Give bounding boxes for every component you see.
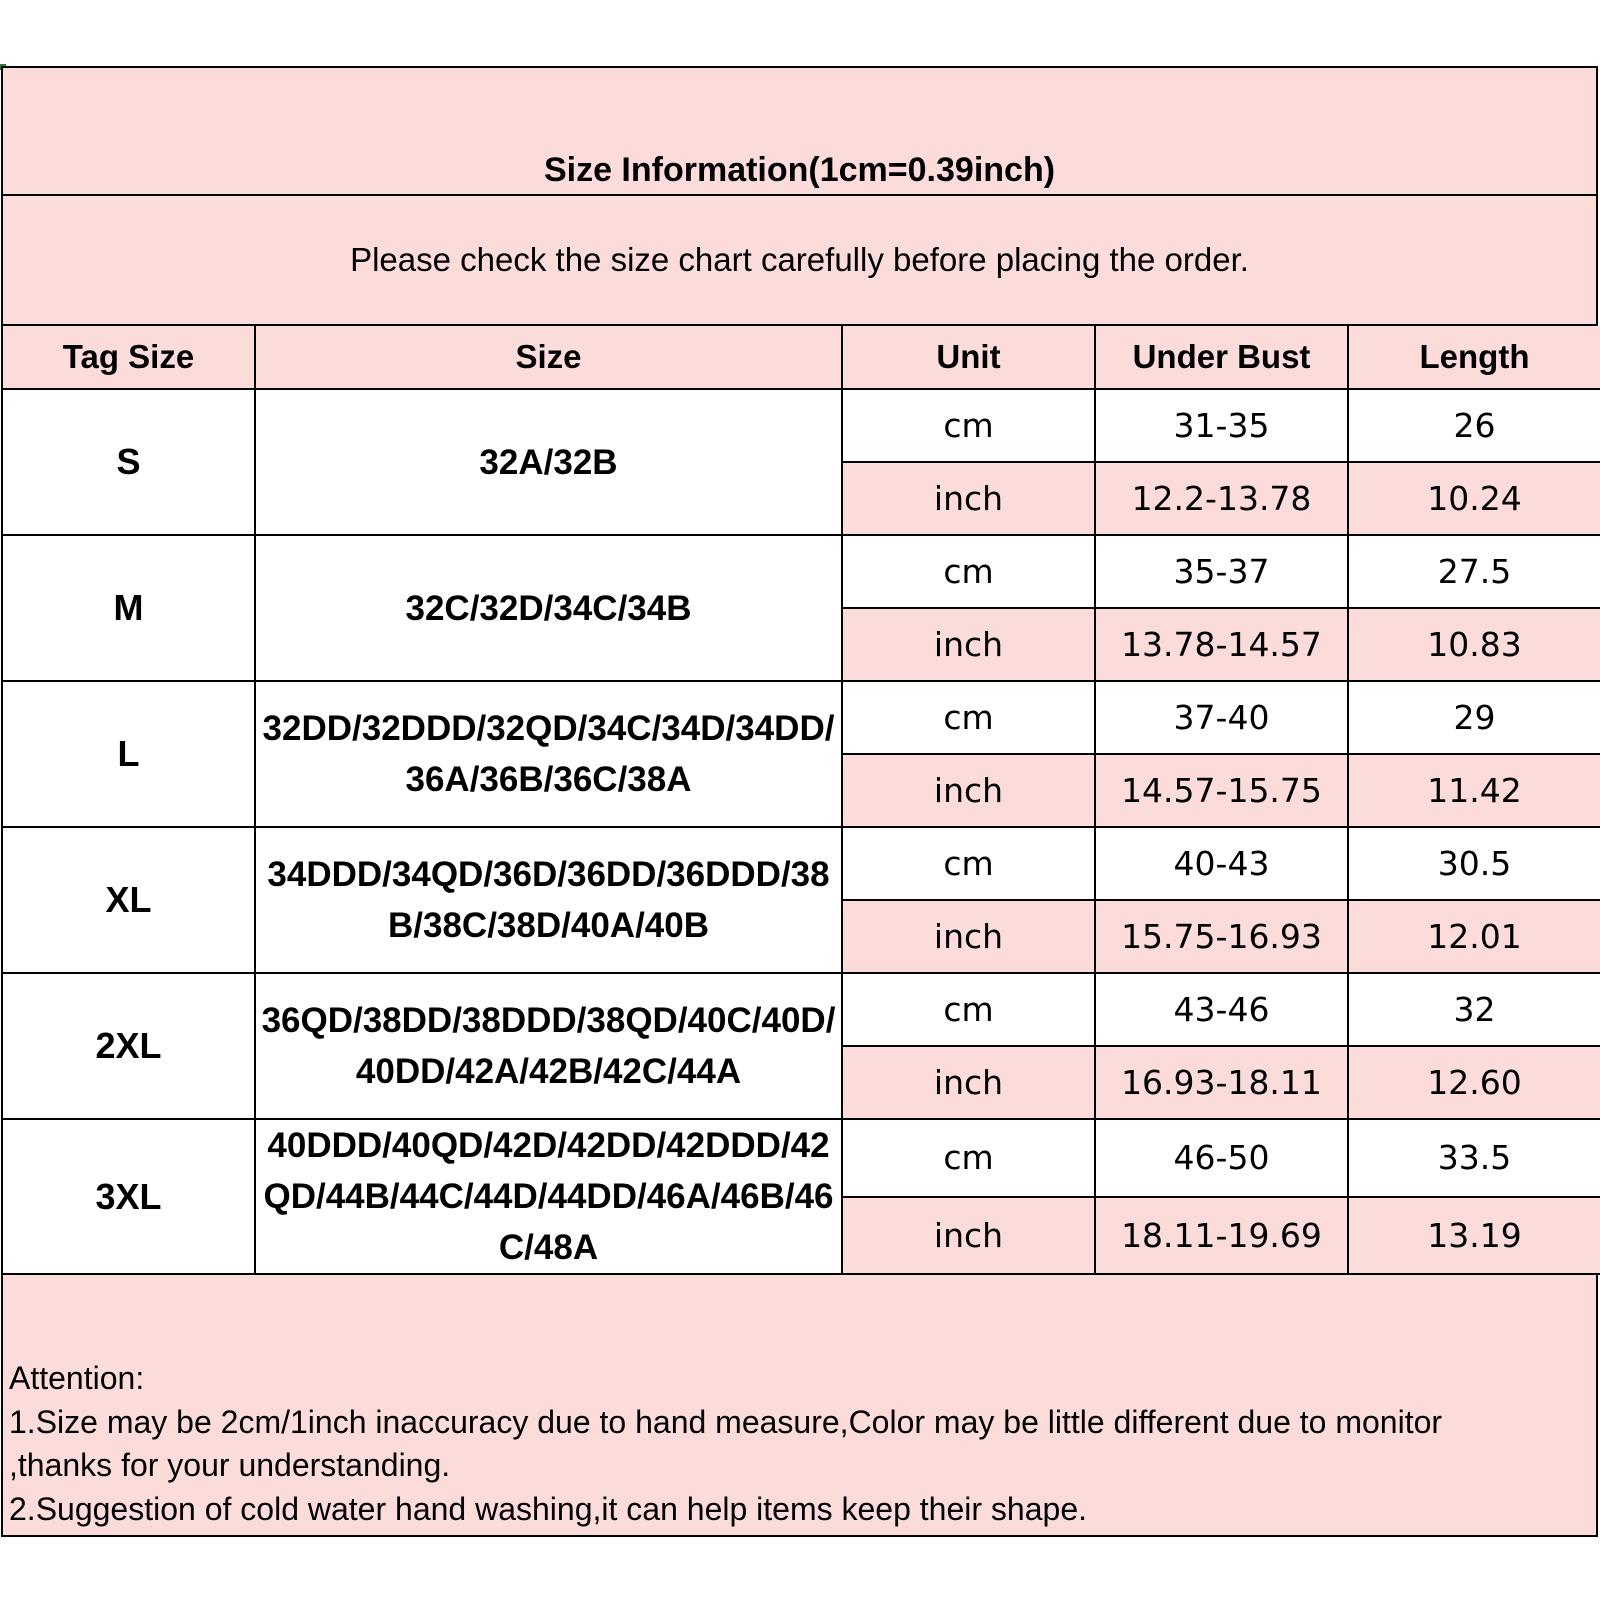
length-cell: 29 (1348, 681, 1600, 754)
table-row (3, 389, 1600, 462)
table-row (3, 681, 1600, 754)
header-tag-size: Tag Size (3, 326, 255, 389)
unit-cell: cm (842, 389, 1095, 462)
table-row (3, 973, 1600, 1046)
length-cell: 10.83 (1348, 608, 1600, 681)
unit-cell: cm (842, 1119, 1095, 1197)
length-cell: 26 (1348, 389, 1600, 462)
tag-size-cell: XL (3, 827, 255, 973)
table-row (3, 827, 1600, 900)
under-bust-cell: 12.2-13.78 (1095, 462, 1348, 535)
tag-size-cell: L (3, 681, 255, 827)
length-cell: 12.60 (1348, 1046, 1600, 1119)
length-cell: 33.5 (1348, 1119, 1600, 1197)
title-band (3, 68, 1596, 196)
length-cell: 32 (1348, 973, 1600, 1046)
under-bust-cell: 18.11-19.69 (1095, 1197, 1348, 1275)
unit-cell: cm (842, 681, 1095, 754)
unit-cell: inch (842, 754, 1095, 827)
attention-heading: Attention: (9, 1360, 145, 1396)
length-cell: 10.24 (1348, 462, 1600, 535)
unit-cell: cm (842, 973, 1095, 1046)
header-size: Size (255, 326, 842, 389)
unit-cell: cm (842, 535, 1095, 608)
attention-line-2: ,thanks for your understanding. (9, 1447, 451, 1483)
length-cell: 30.5 (1348, 827, 1600, 900)
tag-size-cell: S (3, 389, 255, 535)
under-bust-cell: 31-35 (1095, 389, 1348, 462)
tag-size-cell: 3XL (3, 1119, 255, 1274)
length-cell: 11.42 (1348, 754, 1600, 827)
size-list-cell: 32DD/32DDD/32QD/34C/34D/34DD/36A/36B/36C/38A (255, 681, 842, 827)
unit-cell: inch (842, 608, 1095, 681)
tag-size-cell: M (3, 535, 255, 681)
unit-cell: cm (842, 827, 1095, 900)
header-under-bust: Under Bust (1095, 326, 1348, 389)
under-bust-cell: 15.75-16.93 (1095, 900, 1348, 973)
size-rows (3, 389, 1600, 1274)
header-unit: Unit (842, 326, 1095, 389)
attention-line-1: 1.Size may be 2cm/1inch inaccuracy due to hand measure,Color may be little different due to monitor (9, 1403, 1443, 1440)
unit-cell: inch (842, 1197, 1095, 1275)
attention-line-3: 2.Suggestion of cold water hand washing,it can help items keep their shape. (9, 1490, 1087, 1527)
under-bust-cell: 13.78-14.57 (1095, 608, 1348, 681)
unit-cell: inch (842, 462, 1095, 535)
header-length: Length (1348, 326, 1600, 389)
size-list-cell: 32A/32B (255, 389, 842, 535)
under-bust-cell: 46-50 (1095, 1119, 1348, 1197)
table-row (3, 1119, 1600, 1197)
under-bust-cell: 43-46 (1095, 973, 1348, 1046)
length-cell: 12.01 (1348, 900, 1600, 973)
size-list-cell: 32C/32D/34C/34B (255, 535, 842, 681)
size-list-cell: 36QD/38DD/38DDD/38QD/40C/40D/40DD/42A/42B/42C/44A (255, 973, 842, 1119)
size-list-cell: 40DDD/40QD/42D/42DD/42DDD/42QD/44B/44C/44D/44DD/46A/46B/46C/48A (255, 1119, 842, 1274)
under-bust-cell: 16.93-18.11 (1095, 1046, 1348, 1119)
unit-cell: inch (842, 1046, 1095, 1119)
length-cell: 27.5 (1348, 535, 1600, 608)
length-cell: 13.19 (1348, 1197, 1600, 1275)
size-list-cell: 34DDD/34QD/36D/36DD/36DDD/38B/38C/38D/40A/40B (255, 827, 842, 973)
size-table (3, 326, 1600, 1275)
under-bust-cell: 37-40 (1095, 681, 1348, 754)
under-bust-cell: 14.57-15.75 (1095, 754, 1348, 827)
under-bust-cell: 35-37 (1095, 535, 1348, 608)
attention-notes (3, 1275, 1596, 1537)
size-chart (1, 66, 1598, 1537)
table-row (3, 535, 1600, 608)
unit-cell: inch (842, 900, 1095, 973)
notice-band (3, 196, 1596, 326)
notice-text: Please check the size chart carefully before placing the order. (350, 241, 1249, 278)
under-bust-cell: 40-43 (1095, 827, 1348, 900)
chart-title: Size Information(1cm=0.39inch) (543, 151, 1056, 189)
tag-size-cell: 2XL (3, 973, 255, 1119)
header-row (3, 326, 1600, 389)
